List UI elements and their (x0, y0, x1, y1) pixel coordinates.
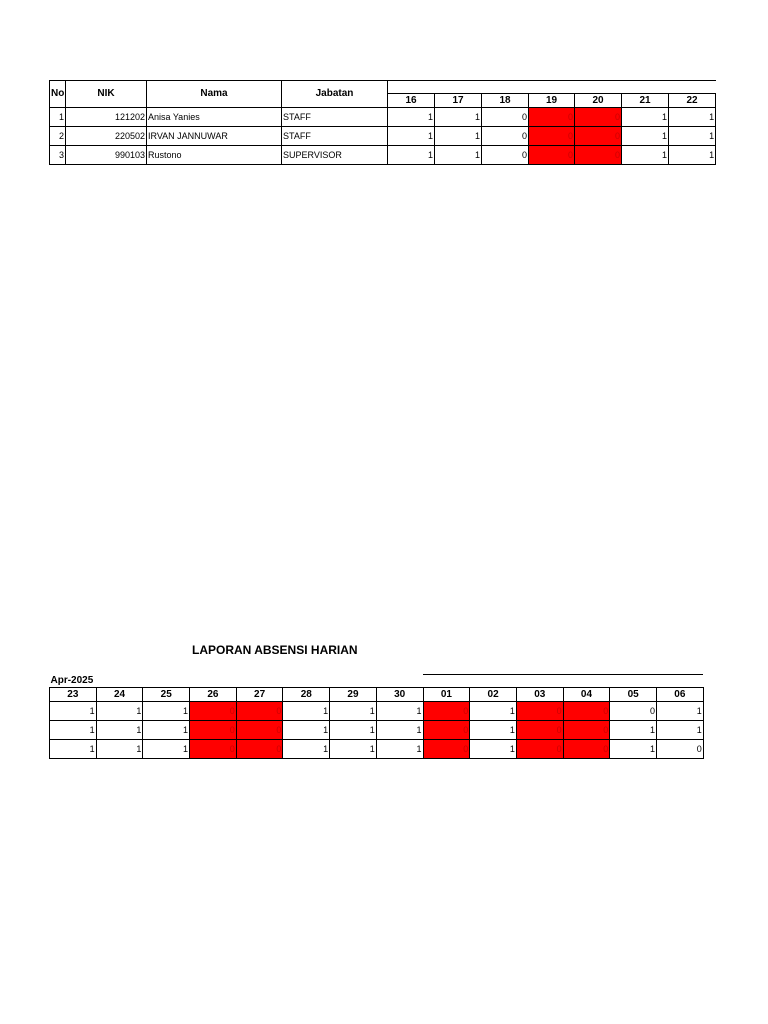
attendance-table-top (49, 80, 716, 165)
cell-attendance: 1 (50, 721, 97, 740)
cell-attendance: 0 (516, 740, 563, 759)
cell-attendance: 0 (236, 702, 283, 721)
cell-attendance: 0 (610, 702, 657, 721)
table-row (50, 127, 716, 146)
cell-attendance: 0 (423, 721, 470, 740)
day-header: 04 (563, 688, 610, 702)
cell-attendance: 0 (482, 108, 529, 127)
cell-attendance: 1 (435, 108, 482, 127)
cell-attendance: 1 (435, 127, 482, 146)
table-row (50, 702, 704, 721)
cell-attendance: 1 (470, 721, 517, 740)
cell-nik: 220502 (66, 127, 147, 146)
cell-attendance: 0 (482, 127, 529, 146)
cell-attendance: 0 (236, 721, 283, 740)
cell-attendance: 1 (143, 721, 190, 740)
cell-attendance: 1 (388, 127, 435, 146)
cell-attendance: 0 (190, 702, 237, 721)
cell-no: 3 (50, 146, 66, 165)
cell-attendance: 1 (330, 702, 377, 721)
cell-jabatan: STAFF (282, 108, 388, 127)
cell-attendance: 1 (330, 721, 377, 740)
cell-attendance: 0 (575, 146, 622, 165)
cell-jabatan: SUPERVISOR (282, 146, 388, 165)
cell-attendance: 0 (516, 721, 563, 740)
cell-attendance: 0 (423, 702, 470, 721)
cell-attendance: 1 (143, 702, 190, 721)
cell-attendance: 1 (96, 721, 143, 740)
cell-attendance: 1 (50, 740, 97, 759)
cell-attendance: 1 (470, 702, 517, 721)
cell-jabatan: STAFF (282, 127, 388, 146)
cell-attendance: 1 (610, 740, 657, 759)
cell-no: 1 (50, 108, 66, 127)
day-header: 27 (236, 688, 283, 702)
cell-attendance: 1 (388, 146, 435, 165)
cell-attendance: 1 (610, 721, 657, 740)
cell-nama: IRVAN JANNUWAR (147, 127, 282, 146)
attendance-table-report (49, 674, 704, 759)
cell-attendance: 1 (388, 108, 435, 127)
day-header: 06 (657, 688, 704, 702)
cell-attendance: 0 (563, 740, 610, 759)
cell-attendance: 1 (669, 146, 716, 165)
cell-attendance: 1 (622, 108, 669, 127)
cell-attendance: 0 (529, 146, 575, 165)
cell-attendance: 0 (575, 127, 622, 146)
day-header: 02 (470, 688, 517, 702)
month-header-empty (388, 81, 716, 94)
day-header: 26 (190, 688, 237, 702)
cell-attendance: 1 (657, 702, 704, 721)
cell-attendance: 0 (516, 702, 563, 721)
cell-attendance: 1 (376, 721, 423, 740)
day-header: 29 (330, 688, 377, 702)
cell-attendance: 0 (482, 146, 529, 165)
cell-attendance: 0 (423, 740, 470, 759)
cell-nik: 990103 (66, 146, 147, 165)
day-header: 17 (435, 94, 482, 108)
cell-attendance: 0 (236, 740, 283, 759)
day-header: 30 (376, 688, 423, 702)
day-header: 18 (482, 94, 529, 108)
header-nik: NIK (66, 81, 147, 108)
cell-nik: 121202 (66, 108, 147, 127)
cell-attendance: 1 (376, 740, 423, 759)
cell-nama: Anisa Yanies (147, 108, 282, 127)
cell-attendance: 0 (575, 108, 622, 127)
day-header: 23 (50, 688, 97, 702)
cell-attendance: 1 (470, 740, 517, 759)
day-header: 24 (96, 688, 143, 702)
day-header: 16 (388, 94, 435, 108)
cell-attendance: 1 (96, 702, 143, 721)
cell-attendance: 0 (529, 108, 575, 127)
day-header: 01 (423, 688, 470, 702)
cell-attendance: 0 (563, 721, 610, 740)
day-header: 20 (575, 94, 622, 108)
day-header: 22 (669, 94, 716, 108)
cell-attendance: 1 (96, 740, 143, 759)
cell-attendance: 1 (376, 702, 423, 721)
header-nama: Nama (147, 81, 282, 108)
cell-attendance: 1 (669, 127, 716, 146)
table-row (50, 721, 704, 740)
day-header: 03 (516, 688, 563, 702)
cell-no: 2 (50, 127, 66, 146)
cell-nama: Rustono (147, 146, 282, 165)
table-row (50, 146, 716, 165)
cell-attendance: 0 (529, 127, 575, 146)
cell-attendance: 1 (283, 702, 330, 721)
day-header: 21 (622, 94, 669, 108)
month-header-empty (423, 675, 703, 688)
cell-attendance: 1 (622, 127, 669, 146)
day-header: 19 (529, 94, 575, 108)
header-no: No (50, 81, 66, 108)
day-header: 28 (283, 688, 330, 702)
table-row (50, 740, 704, 759)
cell-attendance: 0 (190, 740, 237, 759)
cell-attendance: 1 (330, 740, 377, 759)
cell-attendance: 1 (283, 740, 330, 759)
day-header: 05 (610, 688, 657, 702)
cell-attendance: 0 (190, 721, 237, 740)
cell-attendance: 1 (143, 740, 190, 759)
cell-attendance: 0 (563, 702, 610, 721)
cell-attendance: 1 (669, 108, 716, 127)
table-row (50, 108, 716, 127)
cell-attendance: 1 (622, 146, 669, 165)
day-header: 25 (143, 688, 190, 702)
header-jabatan: Jabatan (282, 81, 388, 108)
cell-attendance: 1 (50, 702, 97, 721)
cell-attendance: 1 (283, 721, 330, 740)
report-title: LAPORAN ABSENSI HARIAN (192, 643, 358, 657)
cell-attendance: 1 (657, 721, 704, 740)
cell-attendance: 0 (657, 740, 704, 759)
cell-attendance: 1 (435, 146, 482, 165)
month-label: Apr-2025 (50, 675, 424, 688)
